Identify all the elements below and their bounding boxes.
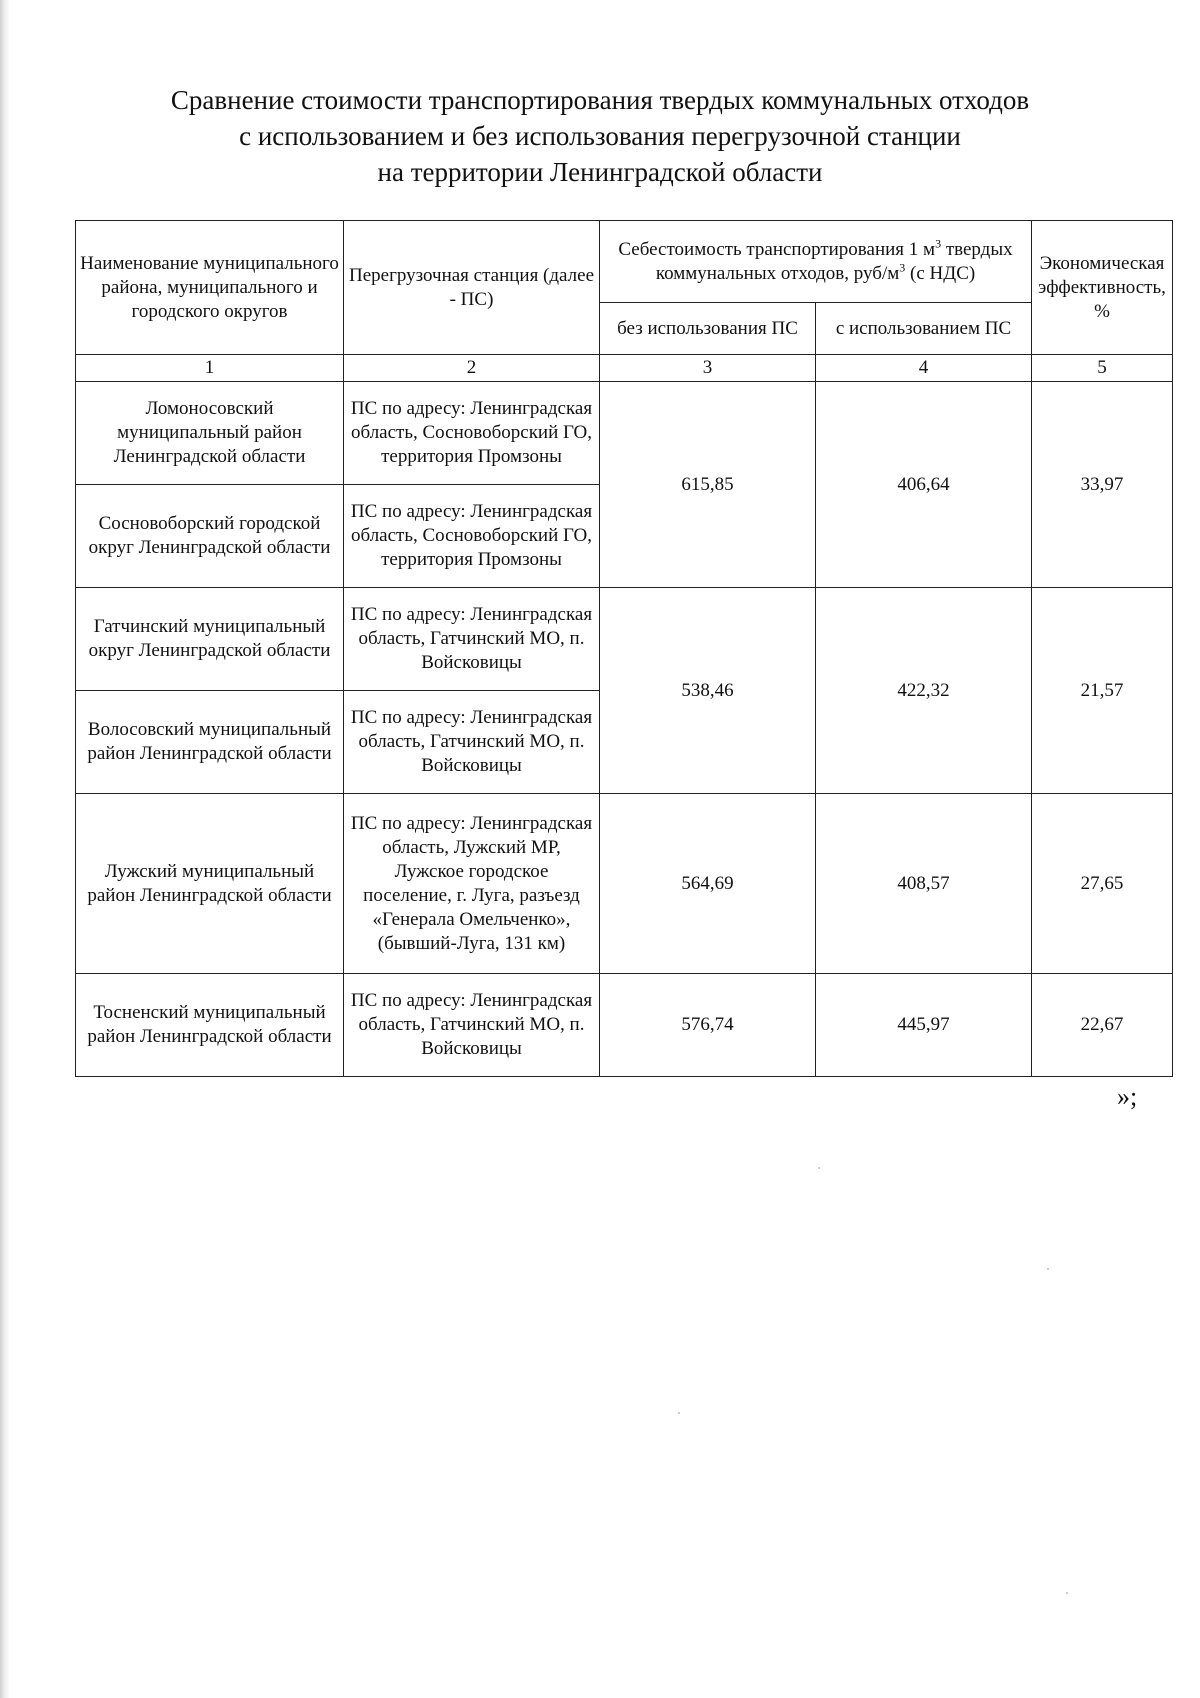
document-title (120, 82, 1080, 190)
header-cost-with: с использованием ПС (816, 303, 1032, 355)
title-line-1: Сравнение стоимости транспортирования твердых коммунальных отходов (170, 85, 1030, 115)
scan-speck (1066, 1592, 1068, 1594)
economic-efficiency: 22,67 (1032, 974, 1173, 1077)
economic-efficiency: 27,65 (1032, 794, 1173, 974)
header-cost-sup-2: 3 (899, 260, 906, 275)
cost-with-station: 445,97 (816, 974, 1032, 1077)
header-district: Наименование муниципального района, муниципального и городского округов (76, 221, 344, 355)
title-line-3: на территории Ленинградской области (377, 157, 823, 187)
district-name: Лужский муниципальный район Ленинградской области (76, 794, 344, 974)
scan-speck (678, 1412, 680, 1414)
header-cost-without: без использования ПС (600, 303, 816, 355)
header-cost (600, 221, 1032, 303)
scan-speck (1047, 1268, 1049, 1270)
district-name: Волосовский муниципальный район Ленинградской области (76, 691, 344, 794)
cost-with-station: 406,64 (816, 382, 1032, 588)
header-efficiency: Экономическая эффективность, % (1032, 221, 1173, 355)
district-name: Сосновоборский городской округ Ленинградской области (76, 485, 344, 588)
header-station: Перегрузочная станция (далее - ПС) (344, 221, 600, 355)
scan-speck (818, 1167, 820, 1169)
transfer-station: ПС по адресу: Ленинградская область, Гатчинский МО, п. Войсковицы (344, 691, 600, 794)
cost-without-station: 615,85 (600, 382, 816, 588)
header-cost-part-3: (с НДС) (905, 262, 976, 284)
header-cost-part-1: Себестоимость транспортирования 1 м (618, 238, 936, 260)
cost-without-station: 538,46 (600, 588, 816, 794)
economic-efficiency: 21,57 (1032, 588, 1173, 794)
header-cost-sup-1: 3 (935, 236, 942, 251)
table-row (76, 974, 1173, 1077)
district-name: Тосненский муниципальный район Ленинградской области (76, 974, 344, 1077)
title-line-2: с использованием и без использования перегрузочной станции (239, 121, 961, 151)
cost-with-station: 422,32 (816, 588, 1032, 794)
header-cost-part-2: твердых коммунальных отходов, руб/м (655, 238, 1013, 284)
column-number: 3 (600, 355, 816, 382)
column-number: 4 (816, 355, 1032, 382)
scan-edge (0, 0, 10, 1698)
table-row (76, 794, 1173, 974)
cost-comparison-table (75, 220, 1173, 1077)
table-row (76, 588, 1173, 691)
column-number: 2 (344, 355, 600, 382)
cost-without-station: 576,74 (600, 974, 816, 1077)
transfer-station: ПС по адресу: Ленинградская область, Лужский МР, Лужское городское поселение, г. Луга, разъезд «Генерала Омельченко», (бывший-Луга, 131 км) (344, 794, 600, 974)
closing-quote-mark: »; (1117, 1082, 1138, 1111)
economic-efficiency: 33,97 (1032, 382, 1173, 588)
column-number-row (76, 355, 1173, 382)
header-row-1 (76, 221, 1173, 303)
column-number: 1 (76, 355, 344, 382)
cost-with-station: 408,57 (816, 794, 1032, 974)
cost-without-station: 564,69 (600, 794, 816, 974)
transfer-station: ПС по адресу: Ленинградская область, Гатчинский МО, п. Войсковицы (344, 974, 600, 1077)
district-name: Ломоносовский муниципальный район Ленинградской области (76, 382, 344, 485)
transfer-station: ПС по адресу: Ленинградская область, Сосновоборский ГО, территория Промзоны (344, 382, 600, 485)
transfer-station: ПС по адресу: Ленинградская область, Сосновоборский ГО, территория Промзоны (344, 485, 600, 588)
transfer-station: ПС по адресу: Ленинградская область, Гатчинский МО, п. Войсковицы (344, 588, 600, 691)
district-name: Гатчинский муниципальный округ Ленинградской области (76, 588, 344, 691)
table-row (76, 382, 1173, 485)
column-number: 5 (1032, 355, 1173, 382)
